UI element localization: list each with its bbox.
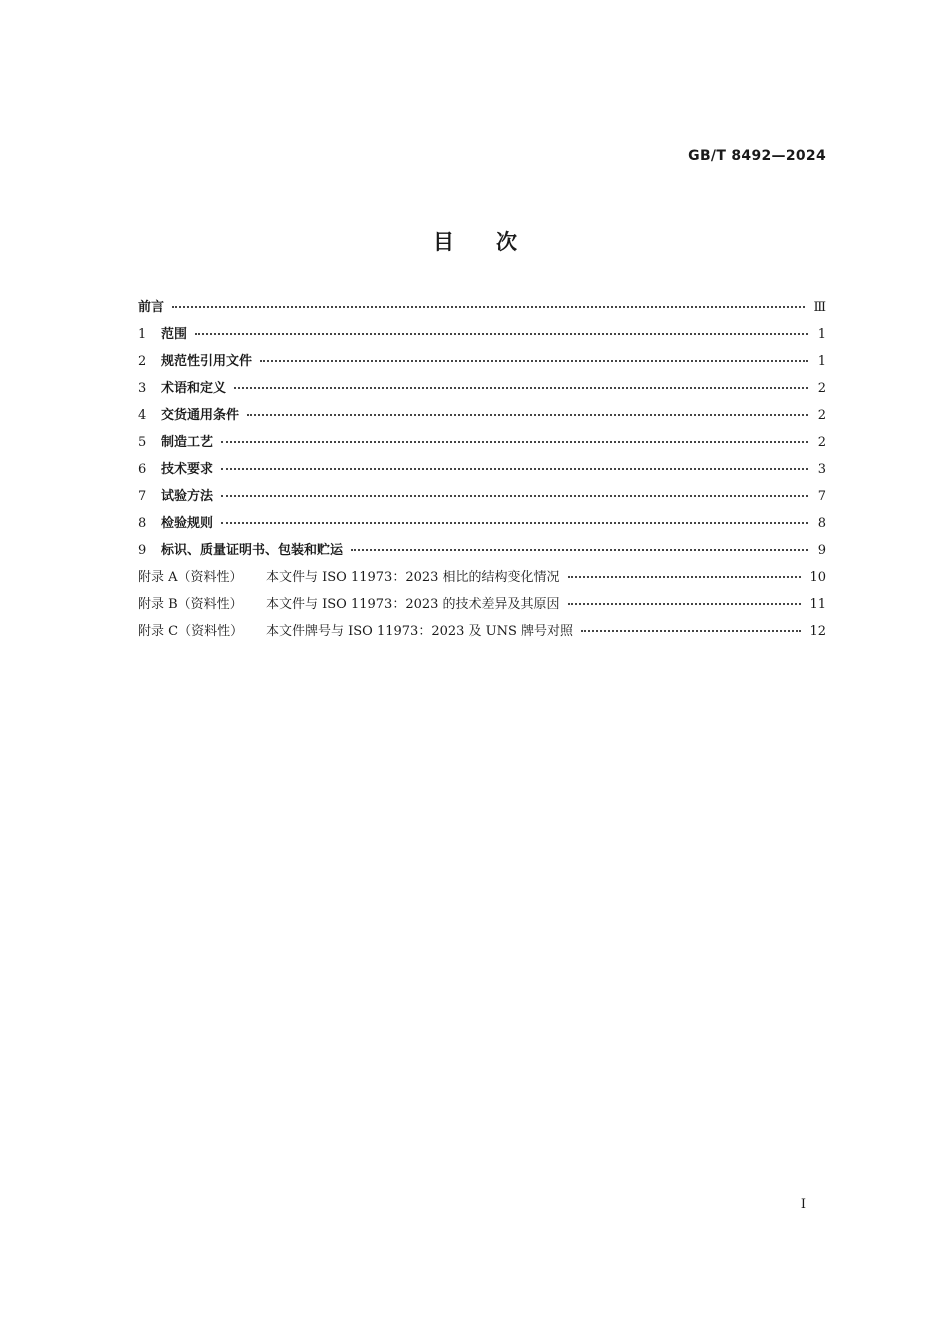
toc-entry-page: 1 — [817, 354, 826, 369]
toc-entry-label: 试验方法 — [161, 489, 214, 504]
toc-entry-number: 3 — [138, 381, 147, 396]
toc-leader-dots — [221, 522, 808, 524]
toc-leader-dots — [568, 603, 802, 605]
toc-entry-label: 标识、质量证明书、包装和贮运 — [161, 543, 344, 558]
toc-entry-appendix-c[interactable] — [138, 620, 826, 647]
toc-leader-dots — [247, 414, 808, 416]
toc-entry-page: Ⅲ — [813, 300, 826, 315]
toc-entry-page: 11 — [809, 597, 826, 612]
toc-entry-number: 8 — [138, 516, 147, 531]
toc-entry-label: 术语和定义 — [161, 381, 227, 396]
toc-entry-5[interactable] — [138, 431, 826, 458]
toc-entry-number: 9 — [138, 543, 147, 558]
toc-entry-appendix-b[interactable] — [138, 593, 826, 620]
toc-entry-number: 7 — [138, 489, 147, 504]
toc-entry-6[interactable] — [138, 458, 826, 485]
toc-entry-page: 9 — [817, 543, 826, 558]
toc-leader-dots — [195, 333, 808, 335]
toc-entry-page: 10 — [809, 570, 826, 585]
toc-leader-dots — [221, 468, 808, 470]
toc-entry-7[interactable] — [138, 485, 826, 512]
toc-entry-number: 2 — [138, 354, 147, 369]
toc-entry-page: 2 — [817, 408, 826, 423]
toc-entry-label: 检验规则 — [161, 516, 214, 531]
toc-entry-label: 前言 — [138, 300, 165, 315]
toc-leader-dots — [221, 441, 808, 443]
document-code: GB/T 8492—2024 — [688, 148, 826, 164]
toc-entry-number: 5 — [138, 435, 147, 450]
table-of-contents — [138, 296, 826, 647]
toc-entry-label: 本文件牌号与 ISO 11973：2023 及 UNS 牌号对照 — [266, 624, 574, 639]
toc-leader-dots — [351, 549, 808, 551]
toc-entry-number: 4 — [138, 408, 147, 423]
toc-entry-label: 规范性引用文件 — [161, 354, 253, 369]
toc-entry-label: 本文件与 ISO 11973：2023 相比的结构变化情况 — [266, 570, 560, 585]
toc-appendix-tag: 附录 A（资料性） — [138, 570, 243, 585]
toc-entry-page: 12 — [809, 624, 826, 639]
toc-entry-label: 交货通用条件 — [161, 408, 240, 423]
toc-entry-number: 1 — [138, 327, 147, 342]
toc-appendix-tag: 附录 C（资料性） — [138, 624, 244, 639]
toc-entry-page: 2 — [817, 435, 826, 450]
toc-entry-number: 6 — [138, 462, 147, 477]
toc-entry-label: 制造工艺 — [161, 435, 214, 450]
toc-entry-9[interactable] — [138, 539, 826, 566]
toc-entry-2[interactable] — [138, 350, 826, 377]
toc-entry-page: 3 — [817, 462, 826, 477]
toc-leader-dots — [260, 360, 808, 362]
toc-entry-4[interactable] — [138, 404, 826, 431]
toc-title: 目次 — [433, 230, 559, 254]
toc-leader-dots — [172, 306, 805, 308]
toc-entry-label: 技术要求 — [161, 462, 214, 477]
toc-leader-dots — [568, 576, 802, 578]
toc-leader-dots — [234, 387, 808, 389]
toc-entry-page: 7 — [817, 489, 826, 504]
toc-leader-dots — [581, 630, 801, 632]
toc-entry-foreword[interactable] — [138, 296, 826, 323]
page-number: Ⅰ — [800, 1197, 806, 1212]
toc-entry-label: 范围 — [161, 327, 188, 342]
toc-entry-page: 2 — [817, 381, 826, 396]
toc-entry-appendix-a[interactable] — [138, 566, 826, 593]
toc-entry-8[interactable] — [138, 512, 826, 539]
toc-entry-label: 本文件与 ISO 11973：2023 的技术差异及其原因 — [266, 597, 560, 612]
toc-entry-page: 1 — [817, 327, 826, 342]
toc-entry-page: 8 — [817, 516, 826, 531]
toc-appendix-tag: 附录 B（资料性） — [138, 597, 243, 612]
toc-leader-dots — [221, 495, 808, 497]
toc-entry-3[interactable] — [138, 377, 826, 404]
toc-entry-1[interactable] — [138, 323, 826, 350]
